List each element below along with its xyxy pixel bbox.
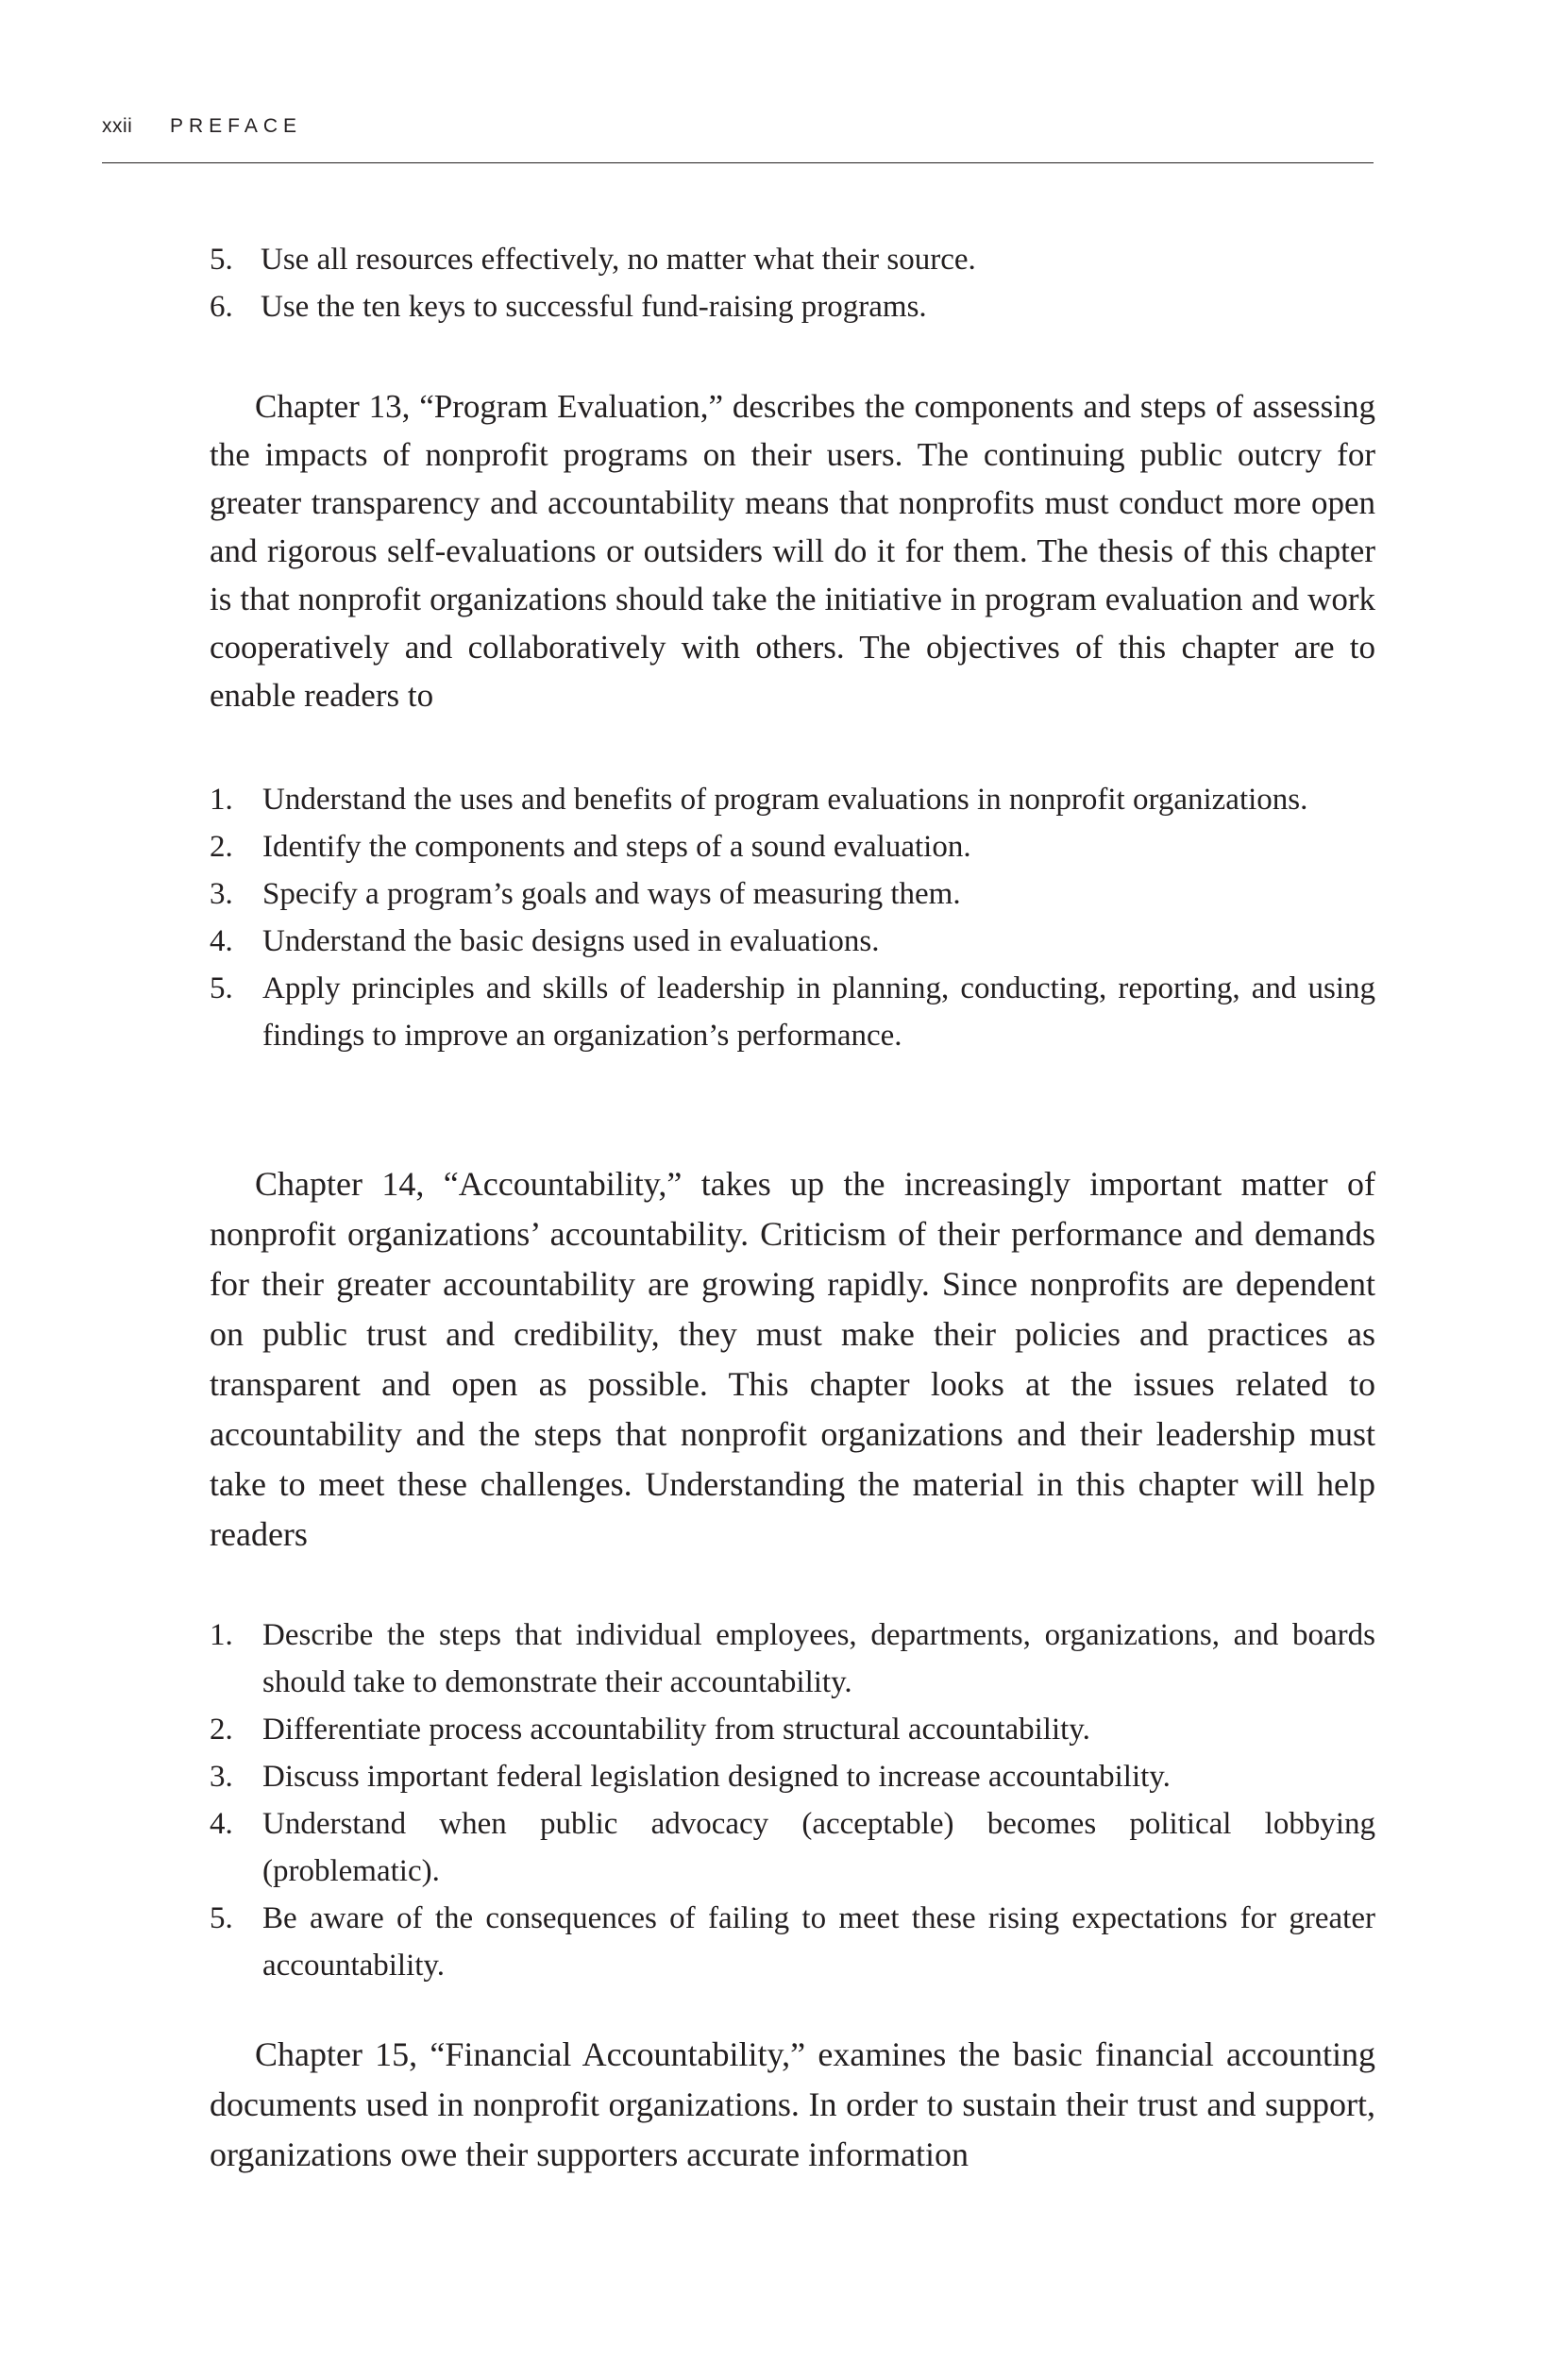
list-text: Specify a program’s goals and ways of measuring them. — [262, 877, 961, 911]
list-number: 3. — [210, 877, 233, 911]
chapter-15-paragraph: Chapter 15, “Financial Accountability,” examines the basic financial accounting documents used in nonprofit organizations. In order to sustain their trust and support, organizations owe their supporters accurate information — [210, 2035, 1375, 2173]
list-item — [210, 918, 1375, 965]
chapter-13-objectives — [210, 776, 1375, 1059]
list-number: 5. — [210, 243, 233, 277]
list-text: Be aware of the consequences of failing to meet these rising expectations for greater accountability. — [262, 1901, 1375, 1983]
chapter-13-paragraph: Chapter 13, “Program Evaluation,” describes the components and steps of assessing the impacts of nonprofit programs on their users. The continuing public outcry for greater transparency and accountability means that nonprofits must conduct more open and rigorous self-evaluations or outsiders will do it for them. The thesis of this chapter is that nonprofit organizations should take the initiative in program evaluation and work cooperatively and collaboratively with others. The objectives of this chapter are to enable readers to — [210, 388, 1375, 714]
list-number: 2. — [210, 1713, 233, 1747]
header-rule — [102, 162, 1374, 163]
fundraising-list-continued — [210, 236, 1375, 330]
list-number: 6. — [210, 290, 233, 324]
list-item — [210, 1895, 1375, 1989]
list-item — [210, 1800, 1375, 1895]
list-item — [210, 870, 1375, 918]
list-number: 5. — [210, 1901, 233, 1935]
list-text: Use all resources effectively, no matter what their source. — [261, 243, 976, 277]
list-text: Understand the uses and benefits of program evaluations in nonprofit organizations. — [262, 783, 1308, 817]
list-item — [210, 1753, 1375, 1800]
list-number: 2. — [210, 830, 233, 864]
chapter-14-paragraph: Chapter 14, “Accountability,” takes up the increasingly important matter of nonprofit organizations’ accountability. Criticism of their performance and demands for their greater accountability are growing rapidly. Since nonprofits are dependent on public trust and credibility, they must make their policies and practices as transparent and open as possible. This chapter looks at the issues related to accountability and the steps that nonprofit organizations and their leadership must take to meet these challenges. Understanding the material in this chapter will help readers — [210, 1165, 1375, 1553]
list-text: Use the ten keys to successful fund-raising programs. — [261, 290, 927, 324]
list-item — [210, 236, 1375, 283]
list-text: Understand when public advocacy (acceptable) becomes political lobbying (problematic). — [262, 1807, 1375, 1888]
list-number: 4. — [210, 924, 233, 958]
list-text: Identify the components and steps of a sound evaluation. — [262, 830, 971, 864]
list-number: 1. — [210, 783, 233, 817]
list-text: Understand the basic designs used in evaluations. — [262, 924, 880, 958]
list-text: Differentiate process accountability from structural accountability. — [262, 1713, 1090, 1747]
section-title: PREFACE — [170, 115, 303, 137]
list-item — [210, 1612, 1375, 1706]
page-number: xxii — [102, 115, 133, 137]
list-number: 4. — [210, 1807, 233, 1841]
list-number: 1. — [210, 1618, 233, 1652]
list-text: Describe the steps that individual employees, departments, organizations, and boards should take to demonstrate their accountability. — [262, 1618, 1375, 1699]
list-item — [210, 965, 1375, 1059]
list-number: 5. — [210, 971, 233, 1005]
chapter-14-objectives — [210, 1612, 1375, 1989]
list-item — [210, 283, 1375, 330]
list-item — [210, 1706, 1375, 1753]
list-text: Apply principles and skills of leadership in planning, conducting, reporting, and using findings to improve an organization’s performance. — [262, 971, 1375, 1053]
list-item — [210, 823, 1375, 870]
list-item — [210, 776, 1375, 823]
list-number: 3. — [210, 1760, 233, 1794]
list-text: Discuss important federal legislation designed to increase accountability. — [262, 1760, 1171, 1794]
running-head — [102, 115, 302, 138]
